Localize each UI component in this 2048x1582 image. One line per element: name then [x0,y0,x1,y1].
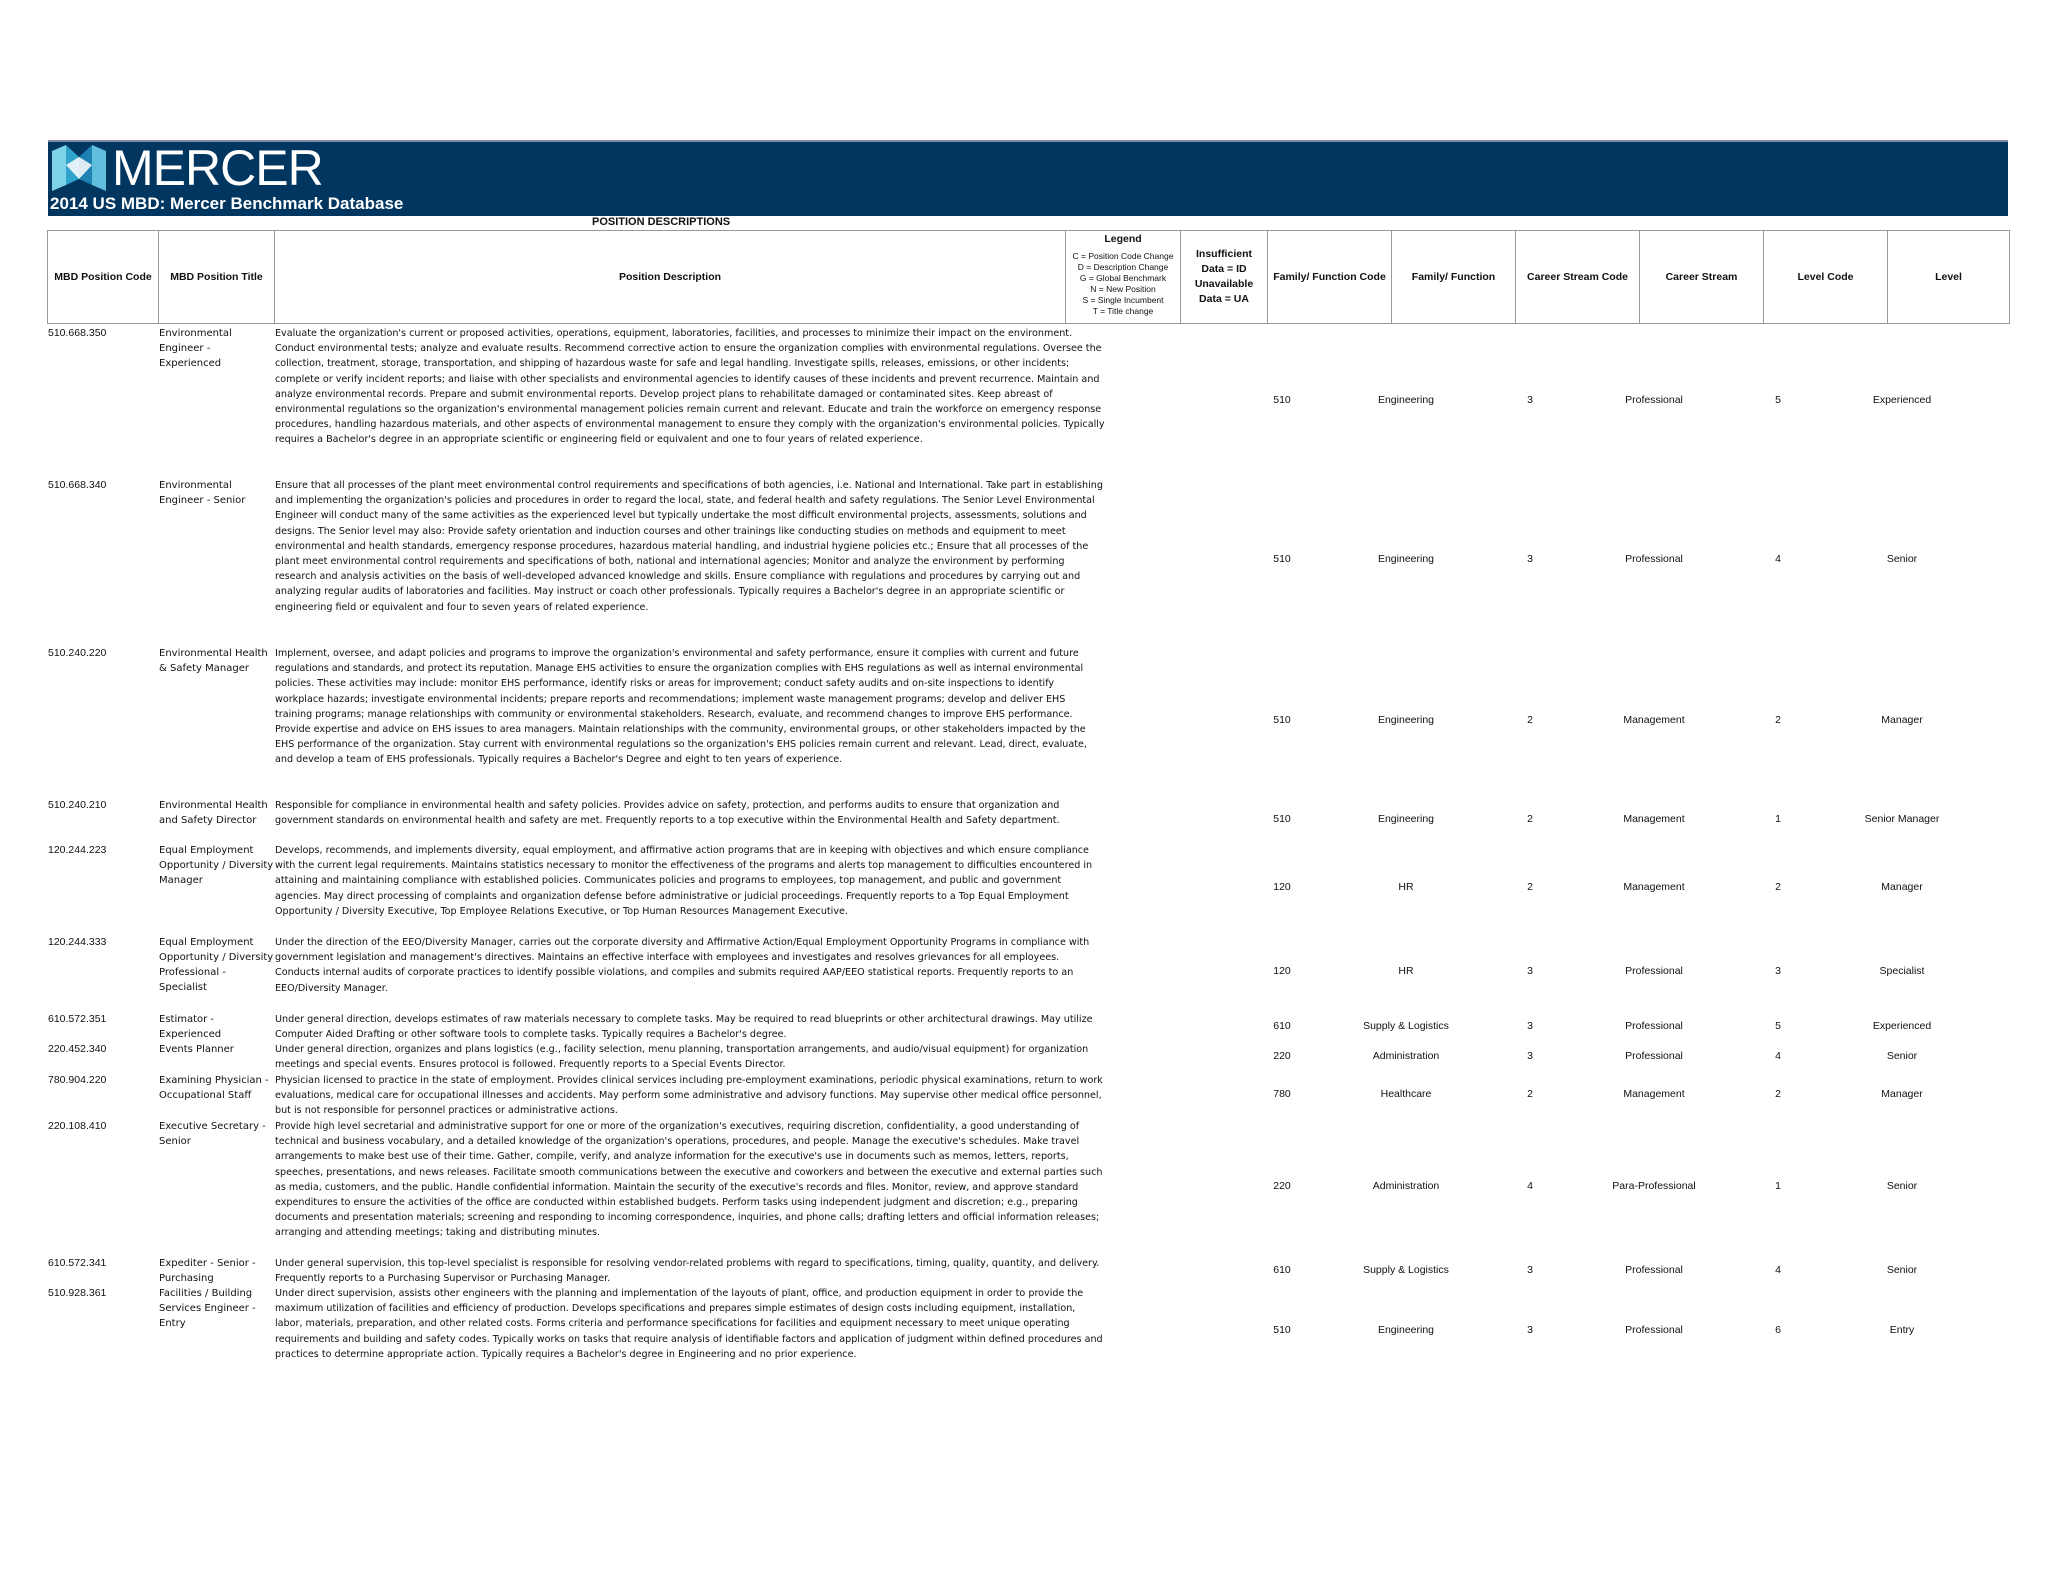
stream-code: 3 [1527,1020,1533,1032]
position-title: Events Planner [159,1044,234,1055]
family: Engineering [1377,714,1435,726]
position-code: 610.572.341 [48,1257,107,1269]
level-code: 5 [1775,394,1781,406]
level-code: 4 [1775,1264,1781,1276]
stream-code: 3 [1527,553,1533,565]
family: HR [1398,881,1414,893]
position-code: 120.244.223 [48,844,107,856]
insufficient-line: Data = UA [1199,293,1249,305]
family: HR [1398,965,1414,977]
stream: Management [1623,881,1685,893]
family-code: 510 [1273,813,1291,825]
stream-code: 2 [1527,813,1533,825]
level: Manager [1881,881,1923,893]
family: Administration [1372,1180,1440,1192]
position-code: 510.240.220 [48,647,107,659]
family-code: 510 [1273,714,1291,726]
legend-item: D = Description Change [1077,262,1169,272]
col-header-title: MBD Position Title [159,231,275,323]
position-title: Facilities / Building Services Engineer - Entry [159,1288,256,1329]
level: Entry [1889,1324,1915,1336]
level-code: 2 [1775,1088,1781,1100]
family: Healthcare [1380,1088,1432,1100]
col-header-family: Family/ Function [1392,231,1516,323]
family: Supply & Logistics [1363,1264,1449,1276]
stream: Management [1623,714,1685,726]
stream-code: 2 [1527,881,1533,893]
mercer-logo-icon [52,145,106,191]
position-title: Examining Physician - Occupational Staff [159,1075,269,1101]
position-description: Develops, recommends, and implements diversity, equal employment, and affirmative action programs that are in keeping with objectives and which ensure compliance with the current legal requirements. Maintains statistics necessary to monitor the effectiveness of the programs and alerts top management to difficulties encountered in attaining and maintaining compliance with established policies. Communicates policies and programs to employees, top management, and public and government agencies. May direct processing of complaints and organization defense before administrative or judicial proceedings. Frequently reports to a Top Equal Employment Opportunity / Diversity Executive, Top Employee Relations Executive, or Top Human Resources Management Executive. [275,845,1093,917]
legend-item: S = Single Incumbent [1082,295,1164,305]
level: Senior [1886,1180,1918,1192]
family: Administration [1372,1050,1440,1062]
insufficient-line: Insufficient [1195,248,1252,260]
position-code: 610.572.351 [48,1013,107,1025]
stream-code: 3 [1527,394,1533,406]
family: Engineering [1377,1324,1435,1336]
level-code: 1 [1775,813,1781,825]
position-title: Estimator - Experienced [159,1014,222,1040]
level-code: 4 [1775,553,1781,565]
legend-cell [1066,231,1181,323]
position-title: Expediter - Senior - Purchasing [159,1258,256,1284]
insufficient-line: Data = ID [1201,263,1247,275]
position-code: 510.240.210 [48,799,107,811]
stream-code: 3 [1527,1050,1533,1062]
stream-code: 4 [1527,1180,1533,1192]
position-code: 220.108.410 [48,1120,107,1132]
family-code: 780 [1273,1088,1291,1100]
position-title: Executive Secretary - Senior [159,1121,266,1147]
position-description: Evaluate the organization's current or proposed activities, operations, equipment, laboratories, facilities, and processes to minimize their impact on the environment. Conduct environmental tests; analyze and evaluate results. Recommend corrective action to ensure the organization complies with environmental regulations. Oversee the collection, treatment, storage, transportation, and shipping of hazardous waste for safe and legal handling. Investigate spills, releases, emissions, or other incidents; complete or verify incident reports; and liaise with other specialists and environmental agencies to identify causes of these incidents and prevent recurrence. Maintain and analyze environmental records. Prepare and submit environmental reports. Develop project plans to rehabilitate damaged or contaminated sites. Keep abreast of environmental regulations so the organization's environmental management policies remain current and relevant. Educate and train the workforce on emergency response procedures, handling hazardous materials, and other aspects of environmental management to ensure they comply with the organization's environmental policies. Typically requires a Bachelor's degree in an appropriate scientific or engineering field or equivalent and one to four years of related experience. [275,328,1105,446]
level: Manager [1881,714,1923,726]
position-code: 220.452.340 [48,1043,107,1055]
stream: Professional [1625,1264,1683,1276]
position-code: 120.244.333 [48,936,107,948]
col-header-code: MBD Position Code [48,231,159,323]
level-code: 6 [1775,1324,1781,1336]
level: Senior Manager [1864,813,1940,825]
level-code: 3 [1775,965,1781,977]
position-title: Environmental Engineer - Senior [159,480,246,506]
col-header-level-code: Level Code [1764,231,1888,323]
database-title: 2014 US MBD: Mercer Benchmark Database [50,194,404,213]
position-title: Environmental Engineer - Experienced [159,328,232,369]
level-code: 4 [1775,1050,1781,1062]
stream-code: 3 [1527,1264,1533,1276]
col-header-stream-code: Career Stream Code [1516,231,1640,323]
position-description: Responsible for compliance in environmental health and safety policies. Provides advice on safety, protection, and performs audits to ensure that organization and government standards on environmental health and safety are met. Frequently reports to a top executive within the Environmental Health and Safety department. [275,800,1060,827]
family: Engineering [1377,553,1435,565]
family-code: 220 [1273,1180,1291,1192]
family-code: 510 [1273,1324,1291,1336]
mercer-logo [52,140,323,196]
stream-code: 2 [1527,1088,1533,1100]
level: Specialist [1879,965,1925,977]
family-code: 510 [1273,553,1291,565]
position-description: Provide high level secretarial and administrative support for one or more of the organization's executives, requiring discretion, confidentiality, a good understanding of technical and business vocabulary, and a detailed knowledge of the organization's operations, procedures, and people. Manage the executive's schedules. Make travel arrangements to make best use of their time. Gather, compile, verify, and analyze information for the executive's use in documents such as memos, letters, reports, speeches, presentations, and news releases. Facilitate smooth communications between the executive and coworkers and between the executive and external parties such as media, customers, and the public. Handle confidential information. Maintain the security of the executive's records and files. Monitor, review, and approve standard expenditures to ensure the activities of the office are conducted within established budgets. Perform tasks using independent judgment and discretion; e.g., preparing documents and presentation materials; screening and responding to incoming correspondence, inquiries, and phone calls; drafting letters and official information releases; arranging and attending meetings; taking and distributing minutes. [275,1121,1103,1239]
position-description: Implement, oversee, and adapt policies and programs to improve the organization's environmental and safety performance, ensure it complies with current and future regulations and standards, and protect its reputation. Manage EHS activities to ensure the organization complies with EHS regulations as well as internal environmental policies. These activities may include: monitor EHS performance, identify risks or areas for improvement; conduct safety audits and on-site inspections to identify workplace hazards; investigate environmental incidents; prepare reports and recommendations; implement waste management programs; develop and deliver EHS training programs; manage relationships with community or environmental stakeholders. Research, evaluate, and recommend changes to improve EHS performance. Provide expertise and advice on EHS issues to area managers. Maintain relationships with the community, environmental groups, or other stakeholders impacted by the EHS performance of the organization. Stay current with environmental regulations so the organization's EHS policies remain current and relevant. Lead, direct, evaluate, and develop a team of EHS professionals. Typically requires a Bachelor's Degree and eight to ten years of experience. [275,648,1087,766]
col-header-family-code: Family/ Function Code [1268,231,1392,323]
legend-item: G = Global Benchmark [1079,273,1167,283]
position-description: Ensure that all processes of the plant meet environmental control requirements and specifications of both agencies, i.e. National and International. Take part in establishing and implementing the organization's policies and procedures in order to regard the local, state, and federal health and safety regulations. The Senior Level Environmental Engineer will conduct many of the same activities as the experienced level but typically undertake the most difficult environmental projects, assessments, solutions and designs. The Senior level may also: Provide safety orientation and induction courses and other trainings like conducting studies on methods and equipment to meet environmental and health standards, emergency response procedures, hazardous material handling, and industrial hygiene policies etc.; Ensure that all processes of the plant meet environmental control requirements and specifications of both, national and international agencies; Monitor and analyze the environment by performing research and analysis activities on the basis of well-developed advanced knowledge and skills. Ensure compliance with regulations and procedures by carrying out and analyzing regular audits of laboratories and facilities. May instruct or coach other professionals. Typically requires a Bachelor's degree in an appropriate scientific or engineering field or equivalent and four to seven years of related experience. [275,480,1103,613]
stream: Management [1623,1088,1685,1100]
position-code: 510.668.350 [48,327,107,339]
stream: Professional [1625,1020,1683,1032]
family-code: 220 [1273,1050,1291,1062]
col-header-level: Level [1935,271,1962,283]
position-description: Physician licensed to practice in the state of employment. Provides clinical services including pre-employment examinations, periodic physical examinations, return to work evaluations, medical care for occupational illnesses and accidents. May perform some administrative and advisory functions. May supervise other medical office personnel, but is not responsible for personnel practices or administrative actions. [275,1075,1103,1117]
legend-item: C = Position Code Change [1072,251,1174,261]
family: Supply & Logistics [1363,1020,1449,1032]
stream: Para-Professional [1612,1180,1696,1192]
position-code: 510.928.361 [48,1287,107,1299]
level: Experienced [1872,1020,1932,1032]
stream: Professional [1625,1324,1683,1336]
stream: Professional [1625,1050,1683,1062]
legend-title: Legend [1104,233,1142,245]
position-title: Environmental Health and Safety Director [159,800,268,826]
legend-item: N = New Position [1090,284,1156,294]
stream: Management [1623,813,1685,825]
legend-item: T = Title change [1092,306,1154,316]
position-description: Under general supervision, this top-level specialist is responsible for resolving vendor-related problems with regard to specifications, timing, quality, quantity, and delivery. Frequently reports to a Purchasing Supervisor or Purchasing Manager. [275,1258,1100,1285]
family: Engineering [1377,813,1435,825]
position-title: Equal Employment Opportunity / Diversity Manager [159,845,274,886]
level: Senior [1886,1264,1918,1276]
family-code: 120 [1273,881,1291,893]
family-code: 120 [1273,965,1291,977]
header-banner [48,140,2008,216]
position-code: 780.904.220 [48,1074,107,1086]
family-code: 610 [1273,1020,1291,1032]
stream: Professional [1625,553,1683,565]
stream: Professional [1625,394,1683,406]
insufficient-line: Unavailable [1194,278,1254,290]
section-title: POSITION DESCRIPTIONS [592,216,731,228]
stream-code: 3 [1527,1324,1533,1336]
level: Senior [1886,1050,1918,1062]
level-code: 1 [1775,1180,1781,1192]
stream: Professional [1625,965,1683,977]
family-code: 610 [1273,1264,1291,1276]
position-title: Environmental Health & Safety Manager [159,648,268,674]
level-code: 2 [1775,881,1781,893]
family: Engineering [1377,394,1435,406]
level: Senior [1886,553,1918,565]
stream-code: 3 [1527,965,1533,977]
col-header-stream: Career Stream [1640,231,1764,323]
stream-code: 2 [1527,714,1533,726]
level: Experienced [1872,394,1932,406]
family-code: 510 [1273,394,1291,406]
level: Manager [1881,1088,1923,1100]
col-header-insufficient [1181,231,1268,323]
table-header [47,230,2010,324]
position-title: Equal Employment Opportunity / Diversity Professional - Specialist [159,937,274,993]
level-code: 5 [1775,1020,1781,1032]
position-description: Under direct supervision, assists other engineers with the planning and implementation of the layouts of plant, office, and production equipment in order to provide the maximum utilization of facilities and efficiency of production. Develops specifications and prepares simple estimates of design costs including equipment, installation, labor, materials, preparation, and other related costs. Forms criteria and performance specifications for facilities and equipment necessary to meet unique operating requirements and building and safety codes. Typically works on tasks that require analysis of identifiable factors and application of judgment within defined procedures and practices to determine appropriate action. Typically requires a Bachelor's degree in Engineering and no prior experience. [275,1288,1103,1360]
position-description: Under general direction, develops estimates of raw materials necessary to complete tasks. May be required to read blueprints or other architectural drawings. May utilize Computer Aided Drafting or other software tools to complete tasks. Typically requires a Bachelor's degree. [275,1014,1093,1041]
position-description: Under general direction, organizes and plans logistics (e.g., facility selection, menu planning, transportation arrangements, and audio/visual equipment) for organization meetings and special events. Ensures protocol is followed. Frequently reports to a Special Events Director. [275,1044,1089,1071]
position-description: Under the direction of the EEO/Diversity Manager, carries out the corporate diversity and Affirmative Action/Equal Employment Opportunity Programs in compliance with government legislation and management's directives. Maintains an effective interface with employees and investigates and resolves grievances for all employees. Conducts internal audits of corporate practices to identify possible violations, and compiles and submits required AAP/EEO statistical reports. Frequently reports to an EEO/Diversity Manager. [275,937,1090,994]
position-code: 510.668.340 [48,479,107,491]
col-header-description: Position Description [275,231,1066,323]
level-code: 2 [1775,714,1781,726]
logo-text: MERCER [112,140,323,196]
